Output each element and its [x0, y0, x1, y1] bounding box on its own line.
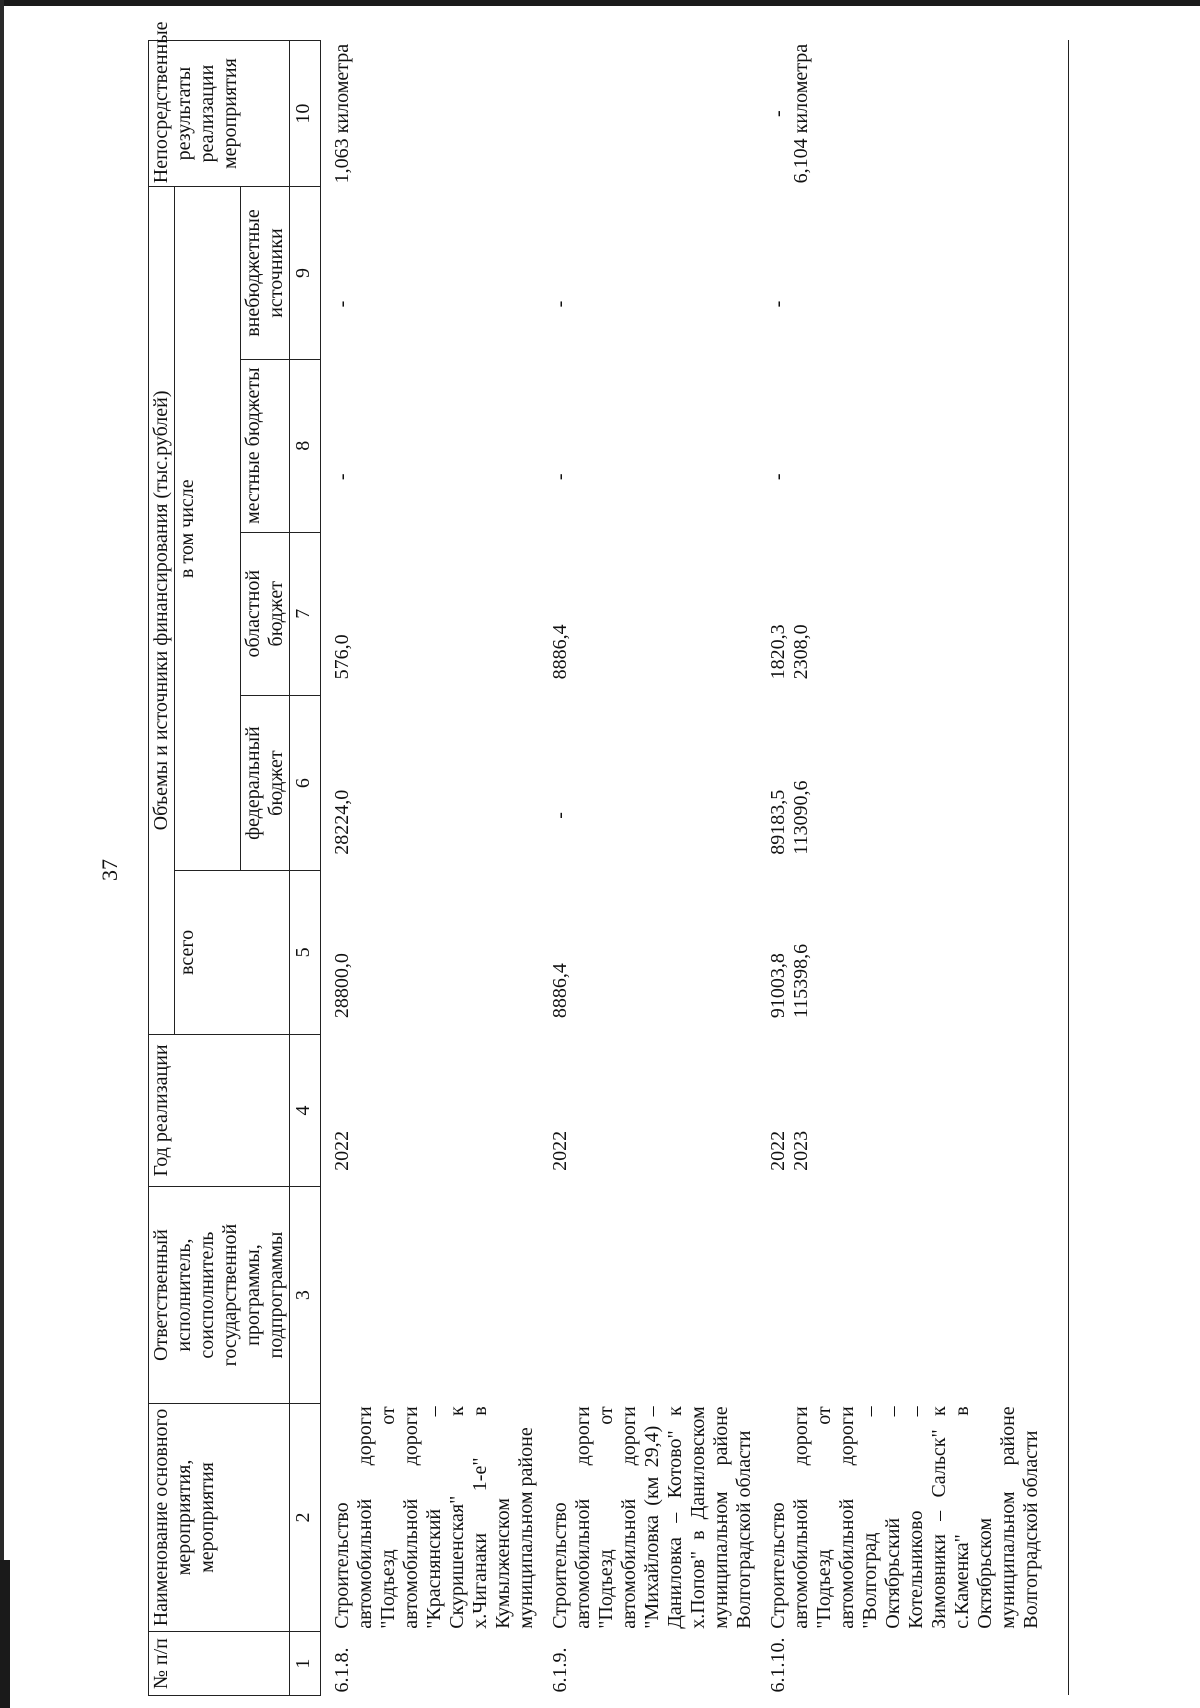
scan-edge-top — [0, 0, 1200, 6]
header-results: Непосредственные результаты реализации мероприятия — [149, 41, 290, 187]
col-number: 6 — [290, 695, 321, 870]
year-value: 2022 — [549, 1130, 571, 1171]
row-name: Строительство автомобильной дороги "Подъезд от автомобильной дороги "Краснянский – Скуришенская" к х.Чиганаки 1-е" в Кумылженском муниципальном районе — [331, 1406, 537, 1629]
local-value: - — [549, 473, 571, 481]
regional-value: 2308,0 — [790, 624, 812, 680]
row-num: 6.1.10. — [757, 1632, 1069, 1696]
row-executor — [321, 1187, 540, 1403]
col-number: 7 — [290, 532, 321, 695]
header-total: всего — [175, 871, 290, 1034]
scan-edge-left — [0, 0, 4, 1708]
federal-value: 113090,6 — [790, 780, 812, 855]
row-total — [321, 871, 540, 1034]
page-number: 37 — [97, 859, 122, 881]
extra-value: - — [331, 300, 353, 308]
regional-value: 8886,4 — [549, 624, 571, 680]
year-value: 2023 — [790, 1130, 812, 1171]
col-number: 2 — [290, 1403, 321, 1631]
row-local — [539, 359, 757, 532]
col-number: 5 — [290, 871, 321, 1034]
row-name: Строительство автомобильной дороги "Подъезд от автомобильной дороги "Волгоград – Октябрьский – Котельниково – Зимовники – Сальск" к с.Каменка" в Октябрьском муниципальном районе Волгоградской области — [757, 1403, 1069, 1631]
row-local — [321, 359, 540, 532]
result-value: 1,063 километра — [331, 43, 353, 184]
year-value: 2022 — [331, 1130, 353, 1171]
federal-value: 28224,0 — [331, 789, 353, 855]
local-value: - — [767, 473, 789, 481]
header-regional: областной бюджет — [241, 532, 290, 695]
row-num: 6.1.8. — [331, 1647, 353, 1693]
row-extra — [321, 187, 540, 360]
row-result — [757, 41, 1069, 187]
row-years — [757, 1034, 1069, 1187]
row-result — [321, 41, 540, 187]
row-regional — [757, 532, 1069, 695]
col-number: 4 — [290, 1034, 321, 1187]
table-row — [757, 41, 1069, 1696]
regional-value: 1820,3 — [767, 624, 789, 680]
table-row — [321, 41, 540, 1696]
header-extra: внебюджетные источники — [241, 187, 290, 360]
row-extra — [757, 187, 1069, 360]
row-federal — [539, 695, 757, 870]
local-value: - — [331, 473, 353, 481]
federal-value: 89183,5 — [767, 789, 789, 855]
col-number: 3 — [290, 1187, 321, 1403]
header-year: Год реализации — [149, 1034, 290, 1187]
row-executor — [757, 1187, 1069, 1403]
extra-value: - — [549, 300, 571, 308]
column-numbers-row — [290, 41, 321, 1696]
row-num: 6.1.9. — [549, 1647, 571, 1693]
federal-value: - — [549, 812, 571, 819]
col-number: 8 — [290, 359, 321, 532]
total-value: 115398,6 — [790, 943, 812, 1019]
row-total — [757, 871, 1069, 1034]
row-local — [757, 359, 1069, 532]
row-total — [539, 871, 757, 1034]
header-num: № п/п — [149, 1632, 290, 1696]
row-extra — [539, 187, 757, 360]
year-value: 2022 — [767, 1130, 789, 1171]
row-regional — [321, 532, 540, 695]
scan-edge-left-dark — [0, 1560, 10, 1708]
program-activities-table — [148, 21, 1069, 1696]
table-row — [539, 41, 757, 1696]
row-executor — [539, 1187, 757, 1403]
rotated-page-content — [148, 21, 1188, 1696]
header-row-1 — [149, 41, 175, 1696]
header-name: Наименование основного мероприятия, мероприятия — [149, 1403, 290, 1631]
header-local: местные бюджеты — [241, 359, 290, 532]
row-regional — [539, 532, 757, 695]
total-value: 28800,0 — [331, 953, 353, 1019]
total-value: 91003,8 — [767, 953, 789, 1019]
row-result — [539, 41, 757, 187]
col-number: 10 — [290, 41, 321, 187]
row-years — [321, 1034, 540, 1187]
header-executor: Ответственный исполнитель, соисполнитель государственной программы, подпрограммы — [149, 1187, 290, 1403]
row-name: Строительство автомобильной дороги "Подъезд от автомобильной дороги "Михайловка (км 29,4) – Даниловка – Котово" к х.Попов" в Даниловском муниципальном районе Волгоградской области — [549, 1406, 755, 1629]
result-value: - — [767, 110, 789, 117]
row-federal — [321, 695, 540, 870]
row-federal — [757, 695, 1069, 870]
total-value: 8886,4 — [549, 963, 571, 1019]
col-number: 1 — [290, 1632, 321, 1696]
result-value: 6,104 километра — [790, 43, 812, 184]
header-including: в том числе — [175, 187, 241, 871]
header-federal: федеральный бюджет — [241, 695, 290, 870]
header-volumes: Объемы и источники финансирования (тыс.рублей) — [149, 187, 175, 1034]
extra-value: - — [767, 300, 789, 308]
row-years — [539, 1034, 757, 1187]
regional-value: 576,0 — [331, 634, 353, 680]
col-number: 9 — [290, 187, 321, 360]
